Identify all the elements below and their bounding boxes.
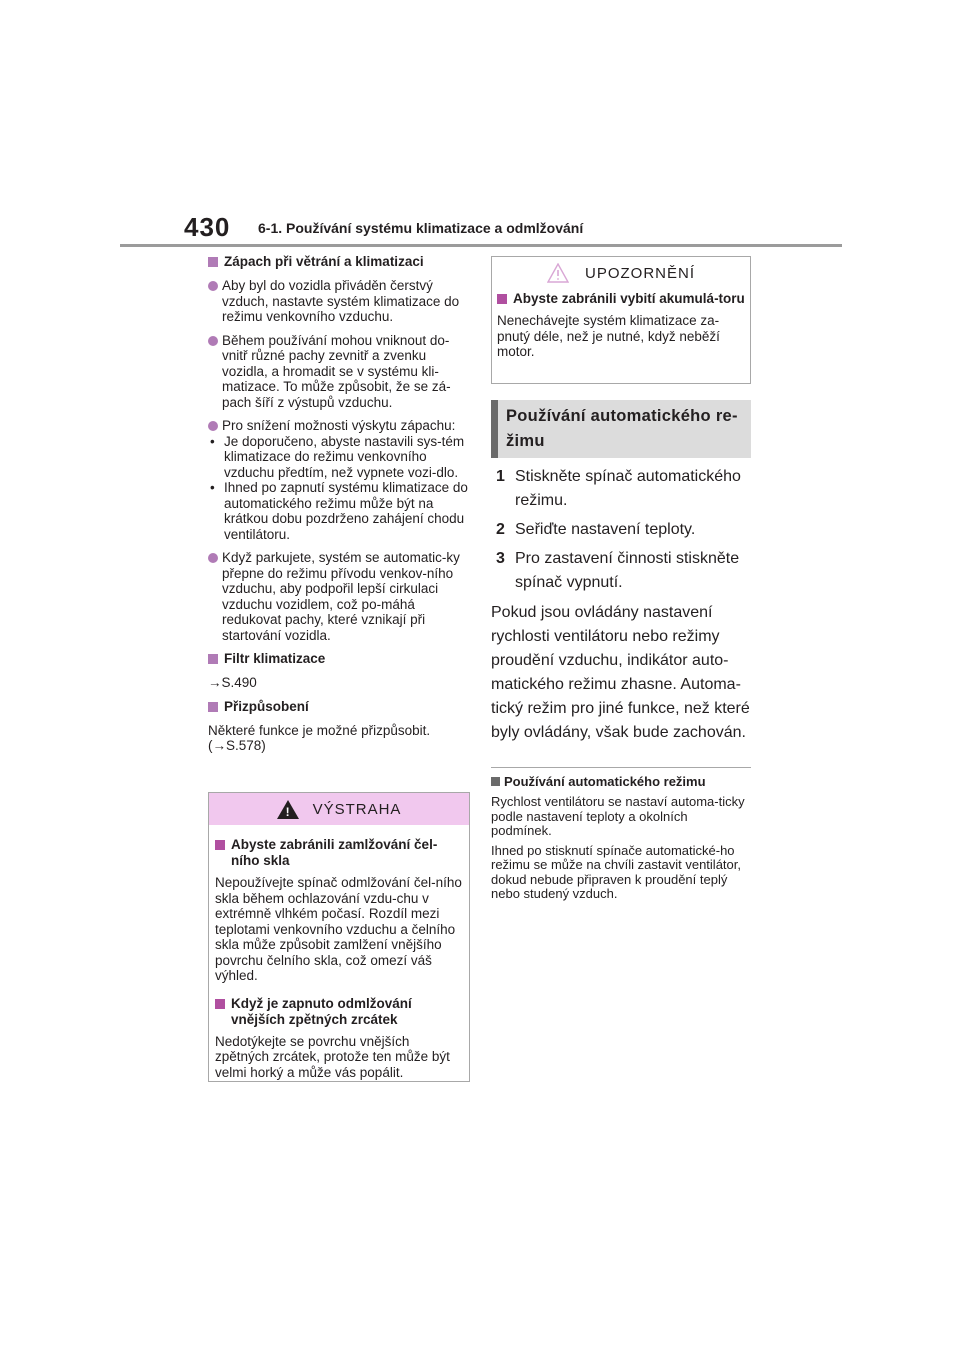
info-divider (491, 767, 751, 768)
warning-item-text: Nedotýkejte se povrchu vnějších zpětných zrcátek, protože ten může být velmi horký a může vás popálit. (215, 1033, 450, 1080)
square-bullet-icon (208, 702, 218, 712)
bullet-item: Aby byl do vozidla přiváděn čerstvý vzduch, nastavte systém klimatizace do režimu venkovního vzduchu. (208, 278, 470, 325)
warning-box (208, 792, 470, 1082)
step-item: 1 Stiskněte spínač automatického režimu. (496, 468, 741, 509)
square-bullet-icon (497, 294, 507, 304)
caution-heading: Abyste zabránili vybití akumulá-toru (497, 291, 745, 307)
caution-triangle-icon (547, 263, 569, 283)
header-rule (120, 244, 842, 247)
warning-triangle-icon: ! (277, 800, 299, 819)
page-number: 430 (184, 212, 231, 242)
caution-header: UPOZORNĚNÍ (492, 257, 750, 289)
bullet-item: Když parkujete, systém se automatic-ky přepne do režimu přívodu venkov-ního vzduchu, aby podpořil lepší cirkulaci vzduchu vozidlem, což po-máhá redukovat pachy, které vznikají při startování vozidla. (208, 550, 470, 643)
warning-item-heading: Když je zapnuto odmlžování vnějších zpětných zrcátek (215, 996, 463, 1028)
caution-text: Nenechávejte systém klimatizace za-pnutý déle, než je nutné, když neběží motor. (497, 313, 720, 359)
auto-mode-heading: Používání automatického re-žimu (491, 400, 751, 458)
circle-bullet-icon (208, 421, 218, 431)
left-column (208, 254, 470, 762)
square-bullet-icon (208, 654, 218, 664)
filter-reference-link[interactable]: →S.490 (208, 675, 257, 690)
warning-header: ! VÝSTRAHA (209, 793, 469, 825)
sub-list (208, 434, 470, 543)
custom-text: Některé funkce je možné přizpůsobit. (→S.578) (208, 722, 431, 753)
auto-mode-paragraph: Pokud jsou ovládány nastavení rychlosti ventilátoru nebo režimy proudění vzduchu, indikátor auto-matického režimu zhasne. Automa-tický režim pro jiné funkce, než které byly ovládány, však bude zachován. (491, 604, 750, 741)
bullet-item: Pro snížení možnosti výskytu zápachu: (208, 418, 470, 434)
caution-box (491, 256, 751, 384)
square-bullet-icon (215, 999, 225, 1009)
custom-heading: Přizpůsobení (208, 699, 470, 715)
warning-item-heading: Abyste zabránili zamlžování čel-ního skla (215, 837, 463, 869)
steps-list (491, 465, 751, 595)
square-bullet-icon (208, 257, 218, 267)
sub-list-item: • Ihned po zapnutí systému klimatizace do automatického režimu může být na krátkou dobu pozdrženo zahájení chodu ventilátoru. (210, 480, 468, 542)
filter-heading: Filtr klimatizace (208, 651, 470, 667)
circle-bullet-icon (208, 553, 218, 563)
step-item: 2 Seřiďte nastavení teploty. (496, 521, 696, 538)
info-heading: Používání automatického režimu (491, 774, 751, 789)
square-bullet-icon (491, 777, 500, 786)
info-paragraph: Ihned po stisknutí spínače automatické-ho režimu se může na chvíli zastavit ventilátor, dokud nebude připraven k proudění teplý nebo studený vzduch. (491, 842, 741, 901)
odor-heading: Zápach při větrání a klimatizaci (208, 254, 470, 270)
warning-item-text: Nepoužívejte spínač odmlžování čel-ního skla během ochlazování vzdu-chu v extrémně vlhkém počasí. Rozdíl mezi teplotami venkovního vzduchu a čelního skla může způsobit zamlžení vnějšího povrchu čelního skla, což omezí váš výhled. (215, 875, 462, 983)
step-item: 3 Pro zastavení činnosti stiskněte spínač vypnutí. (496, 550, 740, 591)
right-column (491, 256, 751, 907)
sub-list-item: • Je doporučeno, abyste nastavili sys-tém klimatizace do režimu venkovního vzduchu předtím, než vypnete vozi-dlo. (210, 433, 465, 480)
bullet-item: Během používání mohou vniknout do-vnitř různé pachy zevnitř a zvenku vozidla, a hromadit se v systému kli-matizace. To může způsobit, že se zá-pach šíří z výstupů vzduchu. (208, 333, 470, 411)
section-title: 6-1. Používání systému klimatizace a odmlžování (258, 220, 584, 236)
square-bullet-icon (215, 840, 225, 850)
info-paragraph: Rychlost ventilátoru se nastaví automa-ticky podle nastavení teploty a okolních podmínek. (491, 794, 745, 838)
circle-bullet-icon (208, 336, 218, 346)
circle-bullet-icon (208, 281, 218, 291)
